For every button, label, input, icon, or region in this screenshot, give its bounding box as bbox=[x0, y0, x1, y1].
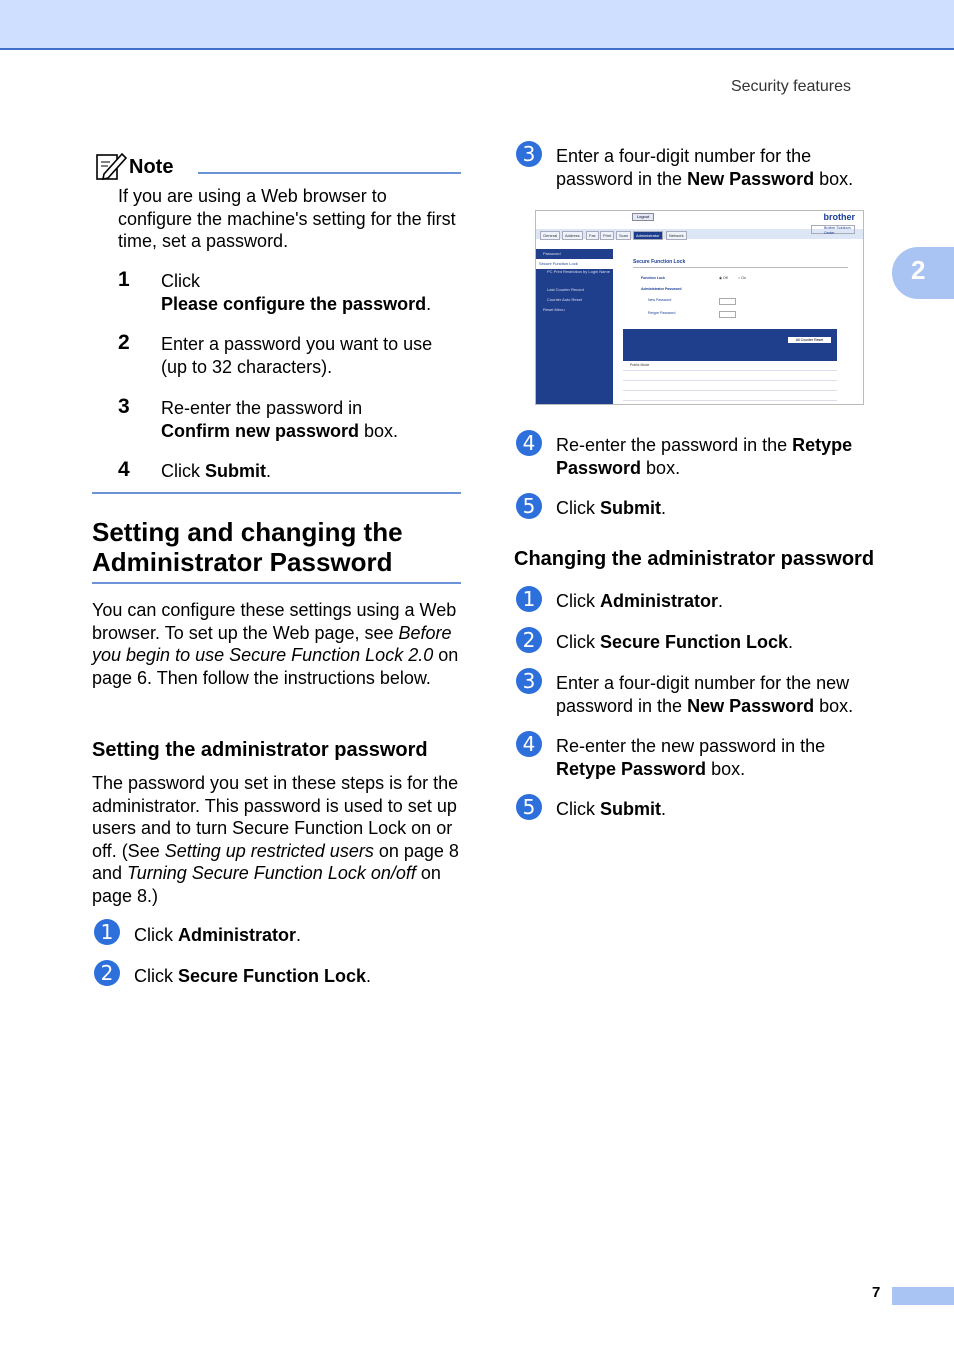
all-counter-reset-button[interactable]: All Counter Reset bbox=[788, 337, 831, 343]
tab-administrator[interactable]: Administrator bbox=[633, 231, 663, 240]
web-ui-screenshot bbox=[535, 210, 864, 405]
off-radio[interactable]: ◉ Off bbox=[719, 276, 728, 280]
brand-logo: brother bbox=[823, 212, 855, 222]
step-number-badge: 1 bbox=[516, 586, 542, 612]
table-row bbox=[623, 381, 837, 391]
note-step-4: Click Submit. bbox=[161, 461, 272, 481]
note-body: If you are using a Web browser to configure the machine's setting for the first time, set a password. bbox=[118, 186, 456, 251]
setting-step-2: Click Secure Function Lock. bbox=[134, 966, 372, 986]
page-bar bbox=[892, 1287, 954, 1305]
setting-step-1: Click Administrator. bbox=[134, 925, 302, 945]
tab-general[interactable]: General bbox=[540, 231, 560, 240]
changing-step-5: Click Submit. bbox=[556, 799, 667, 819]
step-number-badge: 4 bbox=[516, 430, 542, 456]
user-table bbox=[623, 329, 837, 401]
table-row bbox=[623, 391, 837, 401]
function-lock-label: Function Lock bbox=[641, 276, 665, 280]
setting-step-5: Click Submit. bbox=[556, 498, 667, 518]
changing-step-4: Re-enter the new password in the Retype Password box. bbox=[556, 736, 826, 779]
note-step-1: Click Please configure the password. bbox=[161, 271, 432, 314]
side-item-reset-menu[interactable]: Reset Menu bbox=[543, 307, 565, 312]
panel-rule bbox=[633, 267, 848, 268]
table-row: Public Mode bbox=[623, 361, 837, 371]
retype-password-label: Retype Password bbox=[648, 311, 676, 315]
tab-network[interactable]: Network bbox=[666, 231, 687, 240]
side-item-pc-print[interactable]: PC Print Restriction by Login Name bbox=[547, 269, 610, 274]
admin-password-label: Administrator Password bbox=[641, 287, 682, 291]
top-band bbox=[0, 0, 954, 50]
setting-body: The password you set in these steps is for the administrator. This password is used to set up users and to turn Secure Function Lock on or off. (See Setting up restricted users on page 8 and Turning Secure Function Lock on/off on page 8.) bbox=[92, 773, 459, 906]
changing-step-3: Enter a four-digit number for the new password in the New Password box. bbox=[556, 673, 854, 716]
note-rule bbox=[198, 172, 461, 174]
note-step-3: Re-enter the password in Confirm new password box. bbox=[161, 398, 399, 441]
side-menu bbox=[536, 249, 613, 405]
section-title: Setting and changing the Administrator Password bbox=[92, 517, 403, 577]
tab-address[interactable]: Address bbox=[562, 231, 583, 240]
step-number-badge: 2 bbox=[94, 960, 120, 986]
new-password-input[interactable] bbox=[719, 298, 736, 305]
note-end-rule bbox=[92, 492, 461, 494]
solutions-center-link[interactable]: Brother Solutions Center bbox=[811, 225, 855, 234]
note-step-number: 3 bbox=[118, 395, 130, 418]
changing-heading: Changing the administrator password bbox=[514, 548, 875, 570]
step-number-badge: 4 bbox=[516, 731, 542, 757]
step-number-badge: 5 bbox=[516, 493, 542, 519]
tab-scan[interactable]: Scan bbox=[616, 231, 631, 240]
section-rule bbox=[92, 582, 461, 584]
chapter-number: 2 bbox=[911, 255, 926, 285]
section-intro: You can configure these settings using a Web browser. To set up the Web page, see Before you begin to use Secure Function Lock 2.0 on page 6. Then follow the instructions below. bbox=[92, 600, 459, 688]
setting-step-3: Enter a four-digit number for the password in the New Password box. bbox=[556, 146, 854, 189]
panel-title: Secure Function Lock bbox=[633, 259, 686, 265]
page-number: 7 bbox=[872, 1284, 881, 1301]
on-radio[interactable]: ○ On bbox=[738, 276, 746, 280]
note-title: Note bbox=[129, 156, 174, 178]
note-step-number: 4 bbox=[118, 458, 130, 481]
logout-button[interactable]: Logout bbox=[632, 213, 654, 221]
changing-step-2: Click Secure Function Lock. bbox=[556, 632, 794, 652]
table-row bbox=[623, 371, 837, 381]
chapter-tab bbox=[892, 247, 954, 299]
note-step-number: 2 bbox=[118, 331, 130, 354]
running-header: Security features bbox=[730, 78, 851, 95]
note-step-number: 1 bbox=[118, 268, 130, 291]
setting-heading: Setting the administrator password bbox=[92, 739, 428, 761]
step-number-badge: 1 bbox=[94, 919, 120, 945]
side-item-password[interactable]: Password bbox=[543, 251, 561, 256]
new-password-label: New Password bbox=[648, 298, 672, 302]
step-number-badge: 2 bbox=[516, 627, 542, 653]
main-panel bbox=[618, 255, 863, 405]
retype-password-input[interactable] bbox=[719, 311, 736, 318]
side-item-last-counter[interactable]: Last Counter Record bbox=[547, 287, 584, 292]
setting-step-4: Re-enter the password in the Retype Password box. bbox=[556, 435, 853, 478]
note-step-2: Enter a password you want to use (up to 32 characters). bbox=[161, 334, 433, 377]
step-number-badge: 5 bbox=[516, 794, 542, 820]
changing-step-1: Click Administrator. bbox=[556, 591, 724, 611]
note-pencil-icon bbox=[94, 150, 128, 182]
tab-print[interactable]: Print bbox=[600, 231, 614, 240]
tab-fax[interactable]: Fax bbox=[586, 231, 599, 240]
step-number-badge: 3 bbox=[516, 141, 542, 167]
side-item-secure-function-lock[interactable]: Secure Function Lock bbox=[536, 259, 613, 269]
step-number-badge: 3 bbox=[516, 668, 542, 694]
side-item-counter-reset[interactable]: Counter Auto Reset bbox=[547, 297, 582, 302]
table-header bbox=[623, 329, 837, 361]
